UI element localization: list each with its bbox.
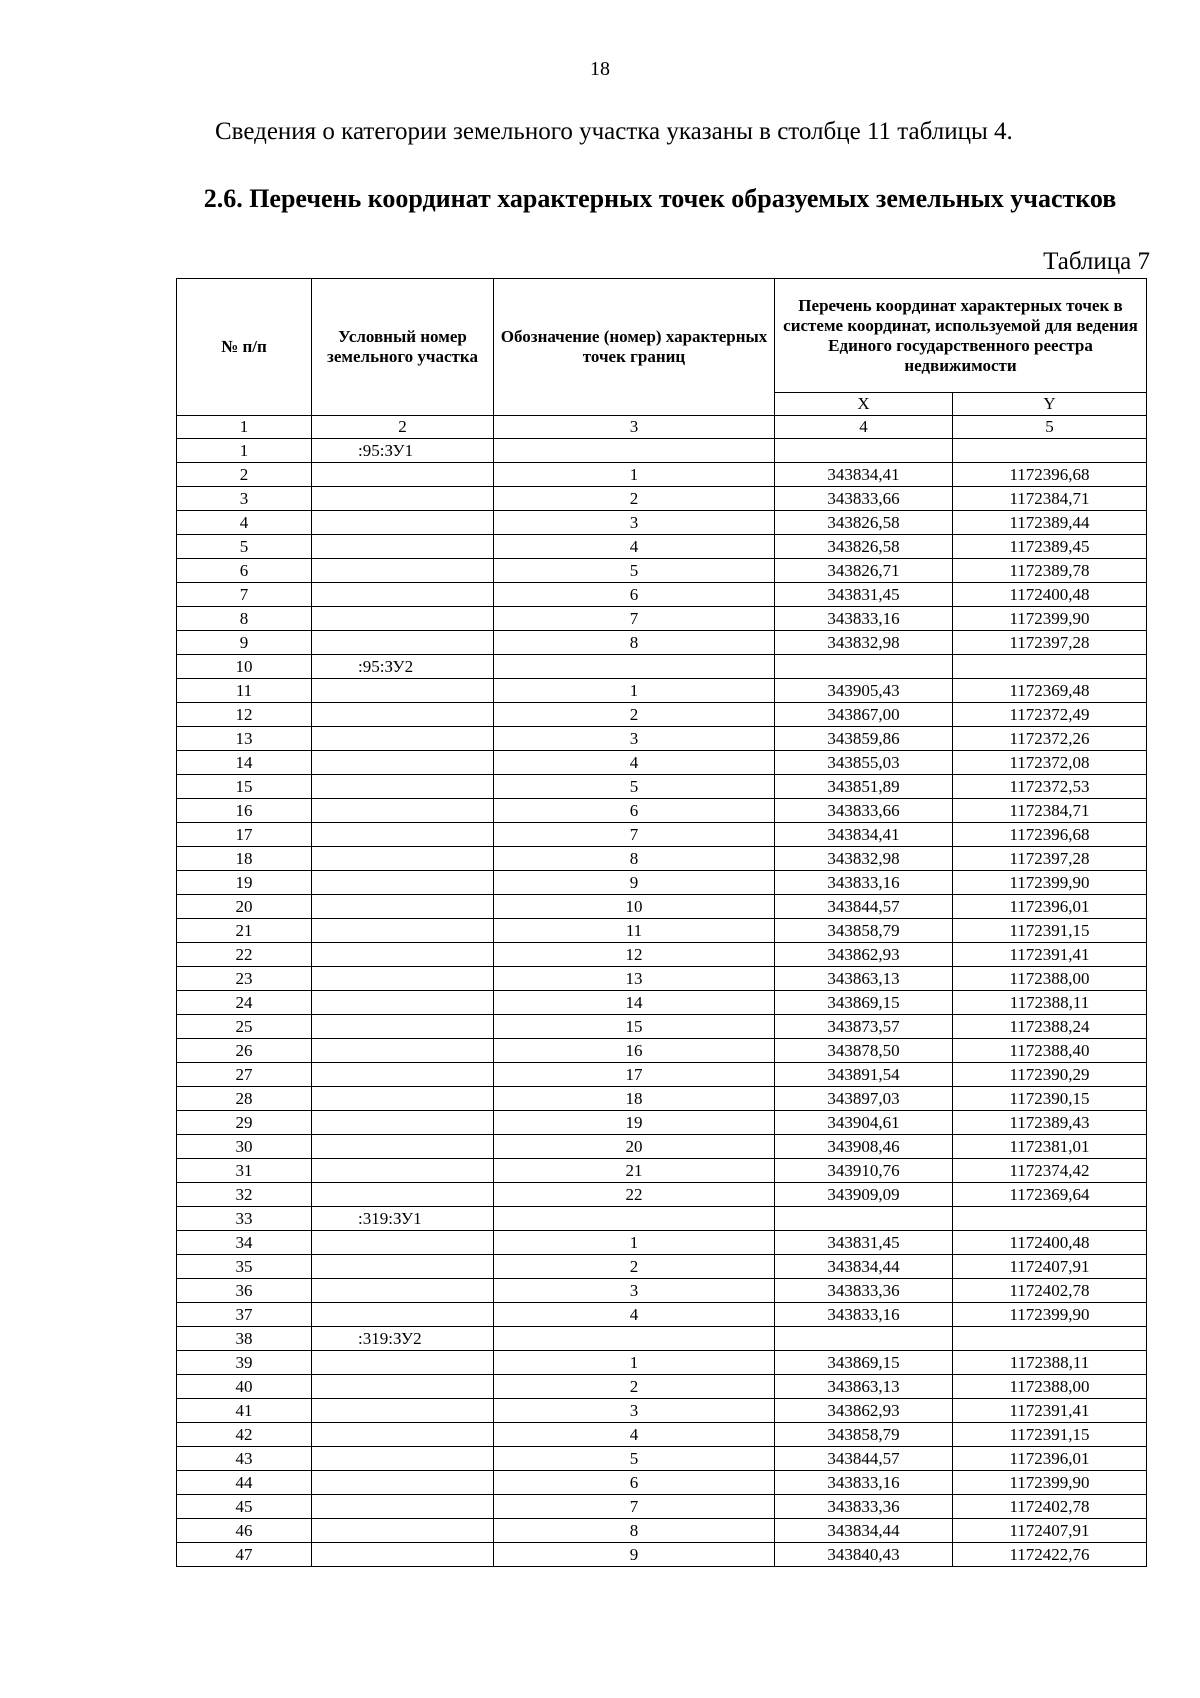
coord-x: 343858,79	[775, 919, 953, 943]
parcel-number	[312, 1471, 494, 1495]
table-row	[177, 631, 1147, 655]
table-row	[177, 1447, 1147, 1471]
coord-y: 1172396,68	[953, 463, 1147, 487]
table-row	[177, 1471, 1147, 1495]
point-number: 5	[494, 559, 775, 583]
header-x: X	[775, 393, 953, 416]
row-number: 40	[177, 1375, 312, 1399]
coord-x: 343909,09	[775, 1183, 953, 1207]
coord-x: 343831,45	[775, 1231, 953, 1255]
coord-y: 1172396,68	[953, 823, 1147, 847]
point-number: 2	[494, 703, 775, 727]
coord-x: 343869,15	[775, 991, 953, 1015]
coord-y: 1172388,11	[953, 1351, 1147, 1375]
table-row	[177, 775, 1147, 799]
table-row	[177, 1015, 1147, 1039]
table-row	[177, 607, 1147, 631]
row-number: 43	[177, 1447, 312, 1471]
coord-y: 1172384,71	[953, 487, 1147, 511]
parcel-number	[312, 1447, 494, 1471]
page-number: 18	[590, 58, 610, 80]
row-number: 27	[177, 1063, 312, 1087]
coord-x: 343833,36	[775, 1495, 953, 1519]
table-row	[177, 703, 1147, 727]
coord-x: 343831,45	[775, 583, 953, 607]
point-number: 3	[494, 727, 775, 751]
table-row	[177, 535, 1147, 559]
parcel-number	[312, 1111, 494, 1135]
point-number: 6	[494, 583, 775, 607]
row-number: 13	[177, 727, 312, 751]
table-row	[177, 655, 1147, 679]
parcel-number	[312, 703, 494, 727]
point-number: 4	[494, 535, 775, 559]
coord-y	[953, 439, 1147, 463]
row-number: 30	[177, 1135, 312, 1159]
row-number: 4	[177, 511, 312, 535]
column-number: 1	[177, 416, 312, 439]
point-number: 9	[494, 871, 775, 895]
header-point: Обозначение (номер) характерных точек границ	[494, 279, 775, 416]
table-row	[177, 583, 1147, 607]
coord-y: 1172388,11	[953, 991, 1147, 1015]
table-row	[177, 1399, 1147, 1423]
coord-y: 1172400,48	[953, 583, 1147, 607]
parcel-number: :95:ЗУ2	[312, 655, 494, 679]
row-number: 38	[177, 1327, 312, 1351]
table-row	[177, 559, 1147, 583]
point-number: 7	[494, 607, 775, 631]
table-row	[177, 943, 1147, 967]
parcel-number	[312, 1495, 494, 1519]
coord-x: 343858,79	[775, 1423, 953, 1447]
table-row	[177, 1231, 1147, 1255]
row-number: 1	[177, 439, 312, 463]
point-number: 4	[494, 1303, 775, 1327]
table-row	[177, 679, 1147, 703]
table-caption: Таблица 7	[1043, 248, 1150, 275]
coord-y: 1172402,78	[953, 1495, 1147, 1519]
point-number: 2	[494, 1375, 775, 1399]
table-row	[177, 751, 1147, 775]
row-number: 41	[177, 1399, 312, 1423]
row-number: 33	[177, 1207, 312, 1231]
coord-x: 343832,98	[775, 631, 953, 655]
point-number: 13	[494, 967, 775, 991]
row-number: 11	[177, 679, 312, 703]
coord-y: 1172390,15	[953, 1087, 1147, 1111]
point-number: 8	[494, 847, 775, 871]
parcel-number	[312, 1351, 494, 1375]
row-number: 44	[177, 1471, 312, 1495]
parcel-number	[312, 463, 494, 487]
parcel-number	[312, 919, 494, 943]
table-row	[177, 1039, 1147, 1063]
table-row	[177, 1519, 1147, 1543]
parcel-number	[312, 535, 494, 559]
row-number: 45	[177, 1495, 312, 1519]
row-number: 46	[177, 1519, 312, 1543]
parcel-number	[312, 1063, 494, 1087]
column-number: 2	[312, 416, 494, 439]
coord-x: 343851,89	[775, 775, 953, 799]
coord-y: 1172407,91	[953, 1519, 1147, 1543]
parcel-number	[312, 1039, 494, 1063]
table-row	[177, 1279, 1147, 1303]
table-row	[177, 439, 1147, 463]
coord-y: 1172389,78	[953, 559, 1147, 583]
coord-y: 1172396,01	[953, 895, 1147, 919]
coord-x: 343834,41	[775, 823, 953, 847]
point-number: 6	[494, 799, 775, 823]
table-row	[177, 1159, 1147, 1183]
row-number: 3	[177, 487, 312, 511]
point-number	[494, 655, 775, 679]
point-number	[494, 439, 775, 463]
parcel-number	[312, 487, 494, 511]
coord-y: 1172399,90	[953, 871, 1147, 895]
coord-y: 1172369,48	[953, 679, 1147, 703]
point-number: 10	[494, 895, 775, 919]
coord-x: 343833,16	[775, 1471, 953, 1495]
coord-y: 1172396,01	[953, 1447, 1147, 1471]
coord-x: 343904,61	[775, 1111, 953, 1135]
parcel-number	[312, 991, 494, 1015]
parcel-number	[312, 799, 494, 823]
coord-y: 1172391,15	[953, 1423, 1147, 1447]
parcel-number	[312, 967, 494, 991]
table-row	[177, 487, 1147, 511]
point-number: 5	[494, 775, 775, 799]
row-number: 42	[177, 1423, 312, 1447]
parcel-number	[312, 583, 494, 607]
coord-x: 343869,15	[775, 1351, 953, 1375]
point-number: 17	[494, 1063, 775, 1087]
coord-y	[953, 655, 1147, 679]
coord-y	[953, 1207, 1147, 1231]
row-number: 37	[177, 1303, 312, 1327]
point-number: 7	[494, 1495, 775, 1519]
point-number: 22	[494, 1183, 775, 1207]
row-number: 16	[177, 799, 312, 823]
coord-x: 343863,13	[775, 967, 953, 991]
coord-x: 343897,03	[775, 1087, 953, 1111]
coord-x: 343834,44	[775, 1255, 953, 1279]
coord-y: 1172397,28	[953, 847, 1147, 871]
point-number	[494, 1207, 775, 1231]
parcel-number	[312, 1375, 494, 1399]
coord-x: 343878,50	[775, 1039, 953, 1063]
point-number: 20	[494, 1135, 775, 1159]
table-row	[177, 1087, 1147, 1111]
point-number: 1	[494, 1231, 775, 1255]
point-number: 3	[494, 1399, 775, 1423]
coord-y: 1172407,91	[953, 1255, 1147, 1279]
coord-x: 343905,43	[775, 679, 953, 703]
coord-x: 343873,57	[775, 1015, 953, 1039]
parcel-number	[312, 1519, 494, 1543]
table-row	[177, 871, 1147, 895]
coord-x: 343844,57	[775, 895, 953, 919]
coord-y: 1172388,00	[953, 967, 1147, 991]
parcel-number	[312, 1279, 494, 1303]
column-number: 3	[494, 416, 775, 439]
table-row	[177, 799, 1147, 823]
row-number: 21	[177, 919, 312, 943]
point-number: 8	[494, 1519, 775, 1543]
row-number: 39	[177, 1351, 312, 1375]
coord-y: 1172399,90	[953, 1303, 1147, 1327]
point-number: 2	[494, 1255, 775, 1279]
coord-y: 1172402,78	[953, 1279, 1147, 1303]
coord-x: 343840,43	[775, 1543, 953, 1567]
row-number: 19	[177, 871, 312, 895]
parcel-number	[312, 1399, 494, 1423]
coord-x: 343910,76	[775, 1159, 953, 1183]
row-number: 14	[177, 751, 312, 775]
parcel-number	[312, 1231, 494, 1255]
table-row	[177, 1543, 1147, 1567]
coord-x: 343863,13	[775, 1375, 953, 1399]
coord-x: 343832,98	[775, 847, 953, 871]
point-number: 6	[494, 1471, 775, 1495]
coord-y: 1172389,43	[953, 1111, 1147, 1135]
parcel-number	[312, 1135, 494, 1159]
coord-y: 1172399,90	[953, 1471, 1147, 1495]
table-row	[177, 1351, 1147, 1375]
table-row	[177, 1303, 1147, 1327]
coord-x: 343833,16	[775, 607, 953, 631]
row-number: 47	[177, 1543, 312, 1567]
row-number: 22	[177, 943, 312, 967]
coord-y: 1172399,90	[953, 607, 1147, 631]
intro-text: Сведения о категории земельного участка указаны в столбце 11 таблицы 4.	[215, 118, 1013, 145]
row-number: 23	[177, 967, 312, 991]
coord-x: 343834,41	[775, 463, 953, 487]
row-number: 35	[177, 1255, 312, 1279]
header-num: № п/п	[177, 279, 312, 416]
coord-y: 1172391,41	[953, 1399, 1147, 1423]
point-number: 21	[494, 1159, 775, 1183]
coord-y: 1172397,28	[953, 631, 1147, 655]
table-row	[177, 727, 1147, 751]
parcel-number	[312, 847, 494, 871]
row-number: 28	[177, 1087, 312, 1111]
row-number: 26	[177, 1039, 312, 1063]
coord-x: 343834,44	[775, 1519, 953, 1543]
coord-y: 1172391,15	[953, 919, 1147, 943]
row-number: 2	[177, 463, 312, 487]
coord-y: 1172400,48	[953, 1231, 1147, 1255]
coord-x: 343833,16	[775, 871, 953, 895]
point-number: 3	[494, 1279, 775, 1303]
table-row	[177, 823, 1147, 847]
table-row	[177, 1135, 1147, 1159]
point-number: 16	[494, 1039, 775, 1063]
parcel-number	[312, 943, 494, 967]
coord-x: 343833,36	[775, 1279, 953, 1303]
parcel-number	[312, 1255, 494, 1279]
parcel-number	[312, 895, 494, 919]
table-row	[177, 967, 1147, 991]
coord-y: 1172372,08	[953, 751, 1147, 775]
parcel-number	[312, 559, 494, 583]
coord-x: 343891,54	[775, 1063, 953, 1087]
table-row	[177, 1327, 1147, 1351]
row-number: 17	[177, 823, 312, 847]
row-number: 24	[177, 991, 312, 1015]
coord-y: 1172390,29	[953, 1063, 1147, 1087]
row-number: 9	[177, 631, 312, 655]
coord-y: 1172388,40	[953, 1039, 1147, 1063]
coord-x: 343833,16	[775, 1303, 953, 1327]
coord-y: 1172372,26	[953, 727, 1147, 751]
parcel-number	[312, 607, 494, 631]
point-number: 1	[494, 1351, 775, 1375]
point-number: 12	[494, 943, 775, 967]
coord-x: 343833,66	[775, 799, 953, 823]
point-number: 4	[494, 751, 775, 775]
point-number: 15	[494, 1015, 775, 1039]
row-number: 25	[177, 1015, 312, 1039]
parcel-number	[312, 727, 494, 751]
parcel-number	[312, 1423, 494, 1447]
coord-x	[775, 439, 953, 463]
row-number: 8	[177, 607, 312, 631]
parcel-number	[312, 823, 494, 847]
table-row	[177, 1423, 1147, 1447]
point-number: 5	[494, 1447, 775, 1471]
coord-x: 343826,58	[775, 535, 953, 559]
coordinates-table	[176, 278, 1147, 1567]
row-number: 20	[177, 895, 312, 919]
row-number: 29	[177, 1111, 312, 1135]
table-row	[177, 1375, 1147, 1399]
coord-x: 343867,00	[775, 703, 953, 727]
coord-x: 343826,58	[775, 511, 953, 535]
parcel-number	[312, 1183, 494, 1207]
coord-x: 343844,57	[775, 1447, 953, 1471]
row-number: 10	[177, 655, 312, 679]
table-row	[177, 895, 1147, 919]
coord-y: 1172389,44	[953, 511, 1147, 535]
row-number: 6	[177, 559, 312, 583]
parcel-number	[312, 871, 494, 895]
parcel-number	[312, 511, 494, 535]
point-number: 8	[494, 631, 775, 655]
coord-x: 343855,03	[775, 751, 953, 775]
point-number: 14	[494, 991, 775, 1015]
coord-x	[775, 1207, 953, 1231]
header-y: Y	[953, 393, 1147, 416]
section-title: 2.6. Перечень координат характерных точек образуемых земельных участков	[203, 184, 1117, 213]
row-number: 7	[177, 583, 312, 607]
parcel-number	[312, 1303, 494, 1327]
coord-y: 1172422,76	[953, 1543, 1147, 1567]
table-row	[177, 1111, 1147, 1135]
coord-y: 1172384,71	[953, 799, 1147, 823]
coord-y: 1172389,45	[953, 535, 1147, 559]
parcel-number	[312, 631, 494, 655]
point-number	[494, 1327, 775, 1351]
coord-x: 343833,66	[775, 487, 953, 511]
point-number: 19	[494, 1111, 775, 1135]
coord-y: 1172372,53	[953, 775, 1147, 799]
point-number: 1	[494, 679, 775, 703]
parcel-number	[312, 1087, 494, 1111]
table-row	[177, 511, 1147, 535]
table-row	[177, 1495, 1147, 1519]
coordinates-table-body	[177, 439, 1147, 1567]
coord-y: 1172388,24	[953, 1015, 1147, 1039]
row-number: 34	[177, 1231, 312, 1255]
coord-y: 1172391,41	[953, 943, 1147, 967]
coord-y: 1172381,01	[953, 1135, 1147, 1159]
parcel-number	[312, 751, 494, 775]
row-number: 5	[177, 535, 312, 559]
coord-x	[775, 655, 953, 679]
parcel-number	[312, 775, 494, 799]
coord-x: 343862,93	[775, 943, 953, 967]
parcel-number: :319:ЗУ1	[312, 1207, 494, 1231]
row-number: 31	[177, 1159, 312, 1183]
point-number: 2	[494, 487, 775, 511]
row-number: 36	[177, 1279, 312, 1303]
coord-x: 343826,71	[775, 559, 953, 583]
parcel-number	[312, 1159, 494, 1183]
coord-y	[953, 1327, 1147, 1351]
point-number: 4	[494, 1423, 775, 1447]
point-number: 18	[494, 1087, 775, 1111]
coord-x: 343862,93	[775, 1399, 953, 1423]
coord-x	[775, 1327, 953, 1351]
table-row	[177, 1255, 1147, 1279]
table-row	[177, 1207, 1147, 1231]
header-coords: Перечень координат характерных точек в системе координат, используемой для ведения Единого государственного реестра недвижимости	[775, 279, 1147, 393]
parcel-number: :319:ЗУ2	[312, 1327, 494, 1351]
point-number: 3	[494, 511, 775, 535]
point-number: 7	[494, 823, 775, 847]
header-parcel: Условный номер земельного участка	[312, 279, 494, 416]
coord-y: 1172374,42	[953, 1159, 1147, 1183]
table-row	[177, 1063, 1147, 1087]
row-number: 15	[177, 775, 312, 799]
parcel-number: :95:ЗУ1	[312, 439, 494, 463]
table-row	[177, 847, 1147, 871]
row-number: 18	[177, 847, 312, 871]
table-row	[177, 991, 1147, 1015]
parcel-number	[312, 1543, 494, 1567]
point-number: 9	[494, 1543, 775, 1567]
coord-x: 343908,46	[775, 1135, 953, 1159]
coord-y: 1172372,49	[953, 703, 1147, 727]
parcel-number	[312, 679, 494, 703]
point-number: 1	[494, 463, 775, 487]
column-number: 4	[775, 416, 953, 439]
table-row	[177, 463, 1147, 487]
row-number: 12	[177, 703, 312, 727]
parcel-number	[312, 1015, 494, 1039]
coord-y: 1172388,00	[953, 1375, 1147, 1399]
row-number: 32	[177, 1183, 312, 1207]
point-number: 11	[494, 919, 775, 943]
coord-x: 343859,86	[775, 727, 953, 751]
table-row	[177, 1183, 1147, 1207]
column-number: 5	[953, 416, 1147, 439]
table-row	[177, 919, 1147, 943]
coord-y: 1172369,64	[953, 1183, 1147, 1207]
